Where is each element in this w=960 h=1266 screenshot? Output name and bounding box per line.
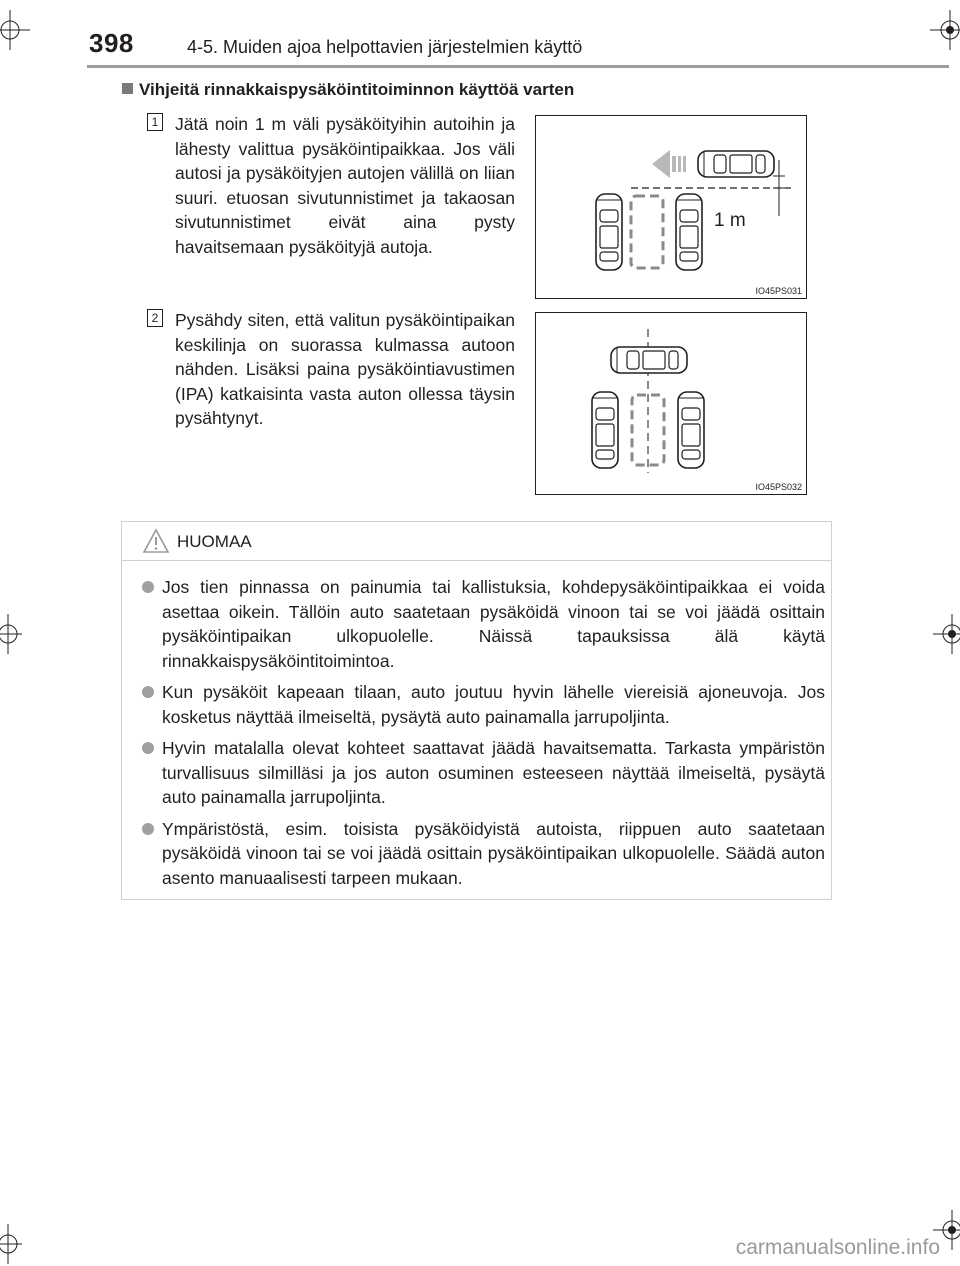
own-car-stopped bbox=[611, 347, 687, 373]
caution-box bbox=[121, 521, 832, 900]
figure-id: IO45PS032 bbox=[755, 482, 802, 492]
caution-list bbox=[122, 561, 831, 890]
step-1-text: Jätä noin 1 m väli pysäköityihin autoihin ja lähesty valittua pysäköintipaikkaa. Jos väli autosi ja pysäköityjen autojen välillä on liian suuri. etuosan sivutunnistimet ja takaosan sivutunnistimet eivät aina pysty havaitsemaan pysäköityjä autoja. bbox=[175, 114, 515, 257]
step-number-1: 1 bbox=[147, 113, 163, 131]
caution-item: Jos tien pinnassa on painumia tai kallistuksia, kohdepysäköintipaikkaa ei voida asettaa oikein. Tällöin auto saatetaan pysäköidä vinoon tai se voi jäädä osittain pysäköintipaikan ulkopuolelle. Näissä tapauksissa älä käytä rinnakkaispysäköintitoimintoa. bbox=[140, 575, 825, 673]
square-bullet-icon bbox=[122, 83, 133, 94]
crop-mark-top-left bbox=[0, 10, 40, 50]
step-number-2: 2 bbox=[147, 309, 163, 327]
parked-car-right bbox=[676, 194, 702, 270]
crop-mark-top-right bbox=[925, 10, 960, 50]
step-2-text: Pysähdy siten, että valitun pysäköintipaikan keskilinja on suorassa kulmassa autoon nähden. Lisäksi paina pysäköintiavustimen (IPA) katkaisinta vasta auton ollessa täysin pysähtynyt. bbox=[175, 310, 515, 428]
stop-position-illustration bbox=[536, 313, 806, 494]
figure-approach-parking bbox=[535, 115, 807, 299]
caution-item: Hyvin matalalla olevat kohteet saattavat jäädä havaitsematta. Tarkasta ympäristön turvallisuus silmilläsi ja jos auton osuminen esteeseen näyttää ilmeiseltä, pysäytä auto painamalla jarrupoljinta. bbox=[140, 736, 825, 810]
crop-mark-mid-right bbox=[925, 614, 960, 654]
parked-car-left bbox=[592, 392, 618, 468]
crop-mark-bottom-left bbox=[0, 1224, 30, 1264]
chapter-title: 4-5. Muiden ajoa helpottavien järjestelmien käyttö bbox=[187, 37, 583, 57]
section-title: Vihjeitä rinnakkaispysäköintitoiminnon käyttöä varten bbox=[139, 80, 575, 99]
bullet-dot-icon bbox=[142, 742, 154, 754]
watermark: carmanualsonline.info bbox=[735, 1236, 940, 1259]
target-parking-space bbox=[631, 196, 663, 268]
caution-header bbox=[122, 522, 831, 561]
bullet-dot-icon bbox=[142, 581, 154, 593]
page-number: 398 bbox=[89, 28, 134, 58]
parking-approach-illustration bbox=[536, 116, 806, 298]
parked-car-right bbox=[678, 392, 704, 468]
distance-label: 1 m bbox=[714, 210, 746, 231]
header-rule bbox=[87, 65, 949, 68]
own-car bbox=[698, 151, 774, 177]
caution-title: HUOMAA bbox=[177, 532, 252, 551]
section-heading bbox=[122, 80, 574, 100]
caution-item: Ympäristöstä, esim. toisista pysäköidyistä autoista, riippuen auto saatetaan pysäköidä vinoon tai se voi jäädä osittain pysäköintipaikan ulkopuolelle. Säädä auton asento manuaalisesti tarpeen mukaan. bbox=[140, 817, 825, 891]
parked-car-left bbox=[596, 194, 622, 270]
warning-icon bbox=[142, 528, 170, 554]
direction-arrow-icon bbox=[652, 150, 686, 178]
bullet-dot-icon bbox=[142, 823, 154, 835]
caution-item: Kun pysäköit kapeaan tilaan, auto joutuu hyvin lähelle viereisiä ajoneuvoja. Jos kosketus näyttää ilmeiseltä, pysäytä auto painamalla jarrupoljinta. bbox=[140, 680, 825, 729]
crop-mark-mid-left bbox=[0, 614, 30, 654]
figure-stop-position bbox=[535, 312, 807, 495]
bullet-dot-icon bbox=[142, 686, 154, 698]
figure-id: IO45PS031 bbox=[755, 286, 802, 296]
target-parking-space bbox=[632, 395, 664, 465]
